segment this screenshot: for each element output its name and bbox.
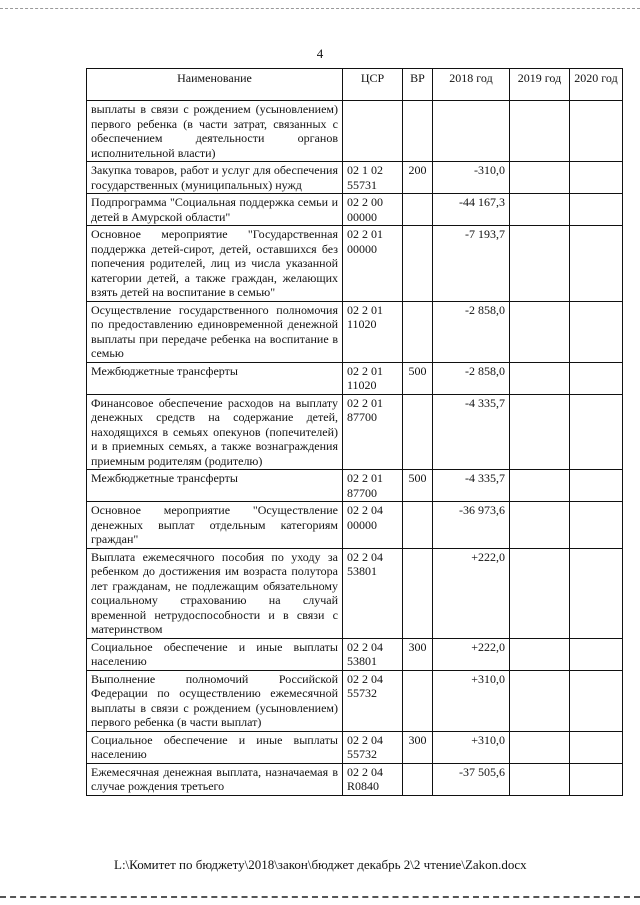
cell-csr: 02 2 04 53801: [343, 548, 403, 638]
header-2020: 2020 год: [570, 69, 623, 101]
cell-csr: [343, 101, 403, 162]
cell-y2019: [510, 638, 570, 670]
cell-csr: 02 2 01 87700: [343, 470, 403, 502]
cell-y2018: +310,0: [433, 731, 510, 763]
cell-vr: [403, 763, 433, 795]
cell-y2018: -4 335,7: [433, 394, 510, 470]
cell-y2018: -44 167,3: [433, 194, 510, 226]
cell-y2018: -310,0: [433, 162, 510, 194]
cell-y2018: -7 193,7: [433, 226, 510, 302]
cell-y2020: [570, 101, 623, 162]
cell-name: Осуществление государственного полномочия по предоставлению единовременной денежной выплаты при передаче ребенка на воспитание в семью: [87, 301, 343, 362]
table-row: [87, 394, 623, 470]
cell-name: Выполнение полномочий Российской Федерации по осуществлению ежемесячной выплаты в связи с рождением (усыновлением) первого ребенка (в части выплат): [87, 670, 343, 731]
file-path-footer: L:\Комитет по бюджету\2018\закон\бюджет декабрь 2\2 чтение\Zakon.docx: [114, 857, 527, 872]
cell-y2018: [433, 101, 510, 162]
table-row: [87, 194, 623, 226]
cell-name: Социальное обеспечение и иные выплаты населению: [87, 731, 343, 763]
table-row: [87, 101, 623, 162]
cell-y2019: [510, 763, 570, 795]
cell-csr: 02 2 04 53801: [343, 638, 403, 670]
cell-name: Ежемесячная денежная выплата, назначаемая в случае рождения третьего: [87, 763, 343, 795]
cell-csr: 02 2 00 00000: [343, 194, 403, 226]
page-number: 4: [316, 46, 324, 61]
cell-name: Закупка товаров, работ и услуг для обеспечения государственных (муниципальных) нужд: [87, 162, 343, 194]
cell-y2020: [570, 301, 623, 362]
table-row: [87, 226, 623, 302]
cell-y2020: [570, 226, 623, 302]
cell-name: Основное мероприятие "Осуществление денежных выплат отдельным категориям граждан": [87, 502, 343, 549]
cell-name: выплаты в связи с рождением (усыновлением) первого ребенка (в части затрат, связанных с обеспечением деятельности органов исполнительной власти): [87, 101, 343, 162]
cell-y2018: +222,0: [433, 638, 510, 670]
header-2018: 2018 год: [433, 69, 510, 101]
cell-y2019: [510, 162, 570, 194]
cell-y2018: -2 858,0: [433, 301, 510, 362]
cell-csr: 02 1 02 55731: [343, 162, 403, 194]
cell-name: Социальное обеспечение и иные выплаты населению: [87, 638, 343, 670]
cell-y2020: [570, 362, 623, 394]
cell-y2020: [570, 394, 623, 470]
cell-y2019: [510, 301, 570, 362]
cell-y2018: -4 335,7: [433, 470, 510, 502]
table-row: [87, 470, 623, 502]
cell-y2019: [510, 502, 570, 549]
cell-name: Финансовое обеспечение расходов на выплату денежных средств на содержание детей, находящихся в семьях опекунов (попечителей) и в приемных семьях, а также вознаграждения приемным родителям (родителю): [87, 394, 343, 470]
cell-vr: 500: [403, 470, 433, 502]
header-vr: ВР: [403, 69, 433, 101]
cell-csr: 02 2 01 11020: [343, 362, 403, 394]
cell-y2018: -2 858,0: [433, 362, 510, 394]
table-row: [87, 638, 623, 670]
table-row: [87, 731, 623, 763]
cell-name: Межбюджетные трансферты: [87, 470, 343, 502]
cell-y2018: -36 973,6: [433, 502, 510, 549]
cell-csr: 02 2 04 55732: [343, 731, 403, 763]
header-csr: ЦСР: [343, 69, 403, 101]
cell-vr: [403, 548, 433, 638]
cell-y2020: [570, 502, 623, 549]
cell-y2020: [570, 162, 623, 194]
table-header-row: [87, 69, 623, 101]
cell-csr: 02 2 04 R0840: [343, 763, 403, 795]
cell-name: Выплата ежемесячного пособия по уходу за ребенком до достижения им возраста полутора лет гражданам, не подлежащим обязательному социальному страхованию на случай временной нетрудоспособности и в связи с материнством: [87, 548, 343, 638]
cell-name: Межбюджетные трансферты: [87, 362, 343, 394]
cell-y2018: +222,0: [433, 548, 510, 638]
cell-name: Подпрограмма "Социальная поддержка семьи и детей в Амурской области": [87, 194, 343, 226]
cell-y2019: [510, 226, 570, 302]
cell-csr: 02 2 01 87700: [343, 394, 403, 470]
cell-vr: [403, 301, 433, 362]
table-row: [87, 763, 623, 795]
cell-csr: 02 2 01 00000: [343, 226, 403, 302]
budget-table: [86, 68, 623, 796]
cell-vr: 300: [403, 731, 433, 763]
cell-vr: [403, 502, 433, 549]
header-name: Наименование: [87, 69, 343, 101]
cell-vr: [403, 101, 433, 162]
cell-y2019: [510, 731, 570, 763]
cell-y2020: [570, 548, 623, 638]
cell-y2019: [510, 548, 570, 638]
cell-csr: 02 2 01 11020: [343, 301, 403, 362]
cell-y2019: [510, 362, 570, 394]
cell-y2020: [570, 194, 623, 226]
table-row: [87, 162, 623, 194]
table-row: [87, 670, 623, 731]
cell-vr: [403, 194, 433, 226]
cell-y2019: [510, 101, 570, 162]
cell-y2019: [510, 194, 570, 226]
cell-y2018: +310,0: [433, 670, 510, 731]
cell-vr: 500: [403, 362, 433, 394]
cell-y2020: [570, 763, 623, 795]
cell-name: Основное мероприятие "Государственная поддержка детей-сирот, детей, оставшихся без попечения родителей, лиц из числа указанной категории детей, а также граждан, желающих взять детей на воспитание в семью": [87, 226, 343, 302]
cell-vr: 200: [403, 162, 433, 194]
page-top-edge: [0, 8, 640, 9]
cell-y2020: [570, 670, 623, 731]
cell-vr: [403, 670, 433, 731]
table-body: [87, 101, 623, 796]
cell-y2020: [570, 470, 623, 502]
cell-y2020: [570, 731, 623, 763]
header-2019: 2019 год: [510, 69, 570, 101]
cell-vr: [403, 226, 433, 302]
cell-csr: 02 2 04 55732: [343, 670, 403, 731]
cell-vr: [403, 394, 433, 470]
table-row: [87, 548, 623, 638]
cell-csr: 02 2 04 00000: [343, 502, 403, 549]
cell-vr: 300: [403, 638, 433, 670]
cell-y2020: [570, 638, 623, 670]
table-row: [87, 301, 623, 362]
cell-y2019: [510, 470, 570, 502]
table-row: [87, 362, 623, 394]
cell-y2018: -37 505,6: [433, 763, 510, 795]
cell-y2019: [510, 670, 570, 731]
page-bottom-edge: [0, 896, 640, 898]
cell-y2019: [510, 394, 570, 470]
table-row: [87, 502, 623, 549]
